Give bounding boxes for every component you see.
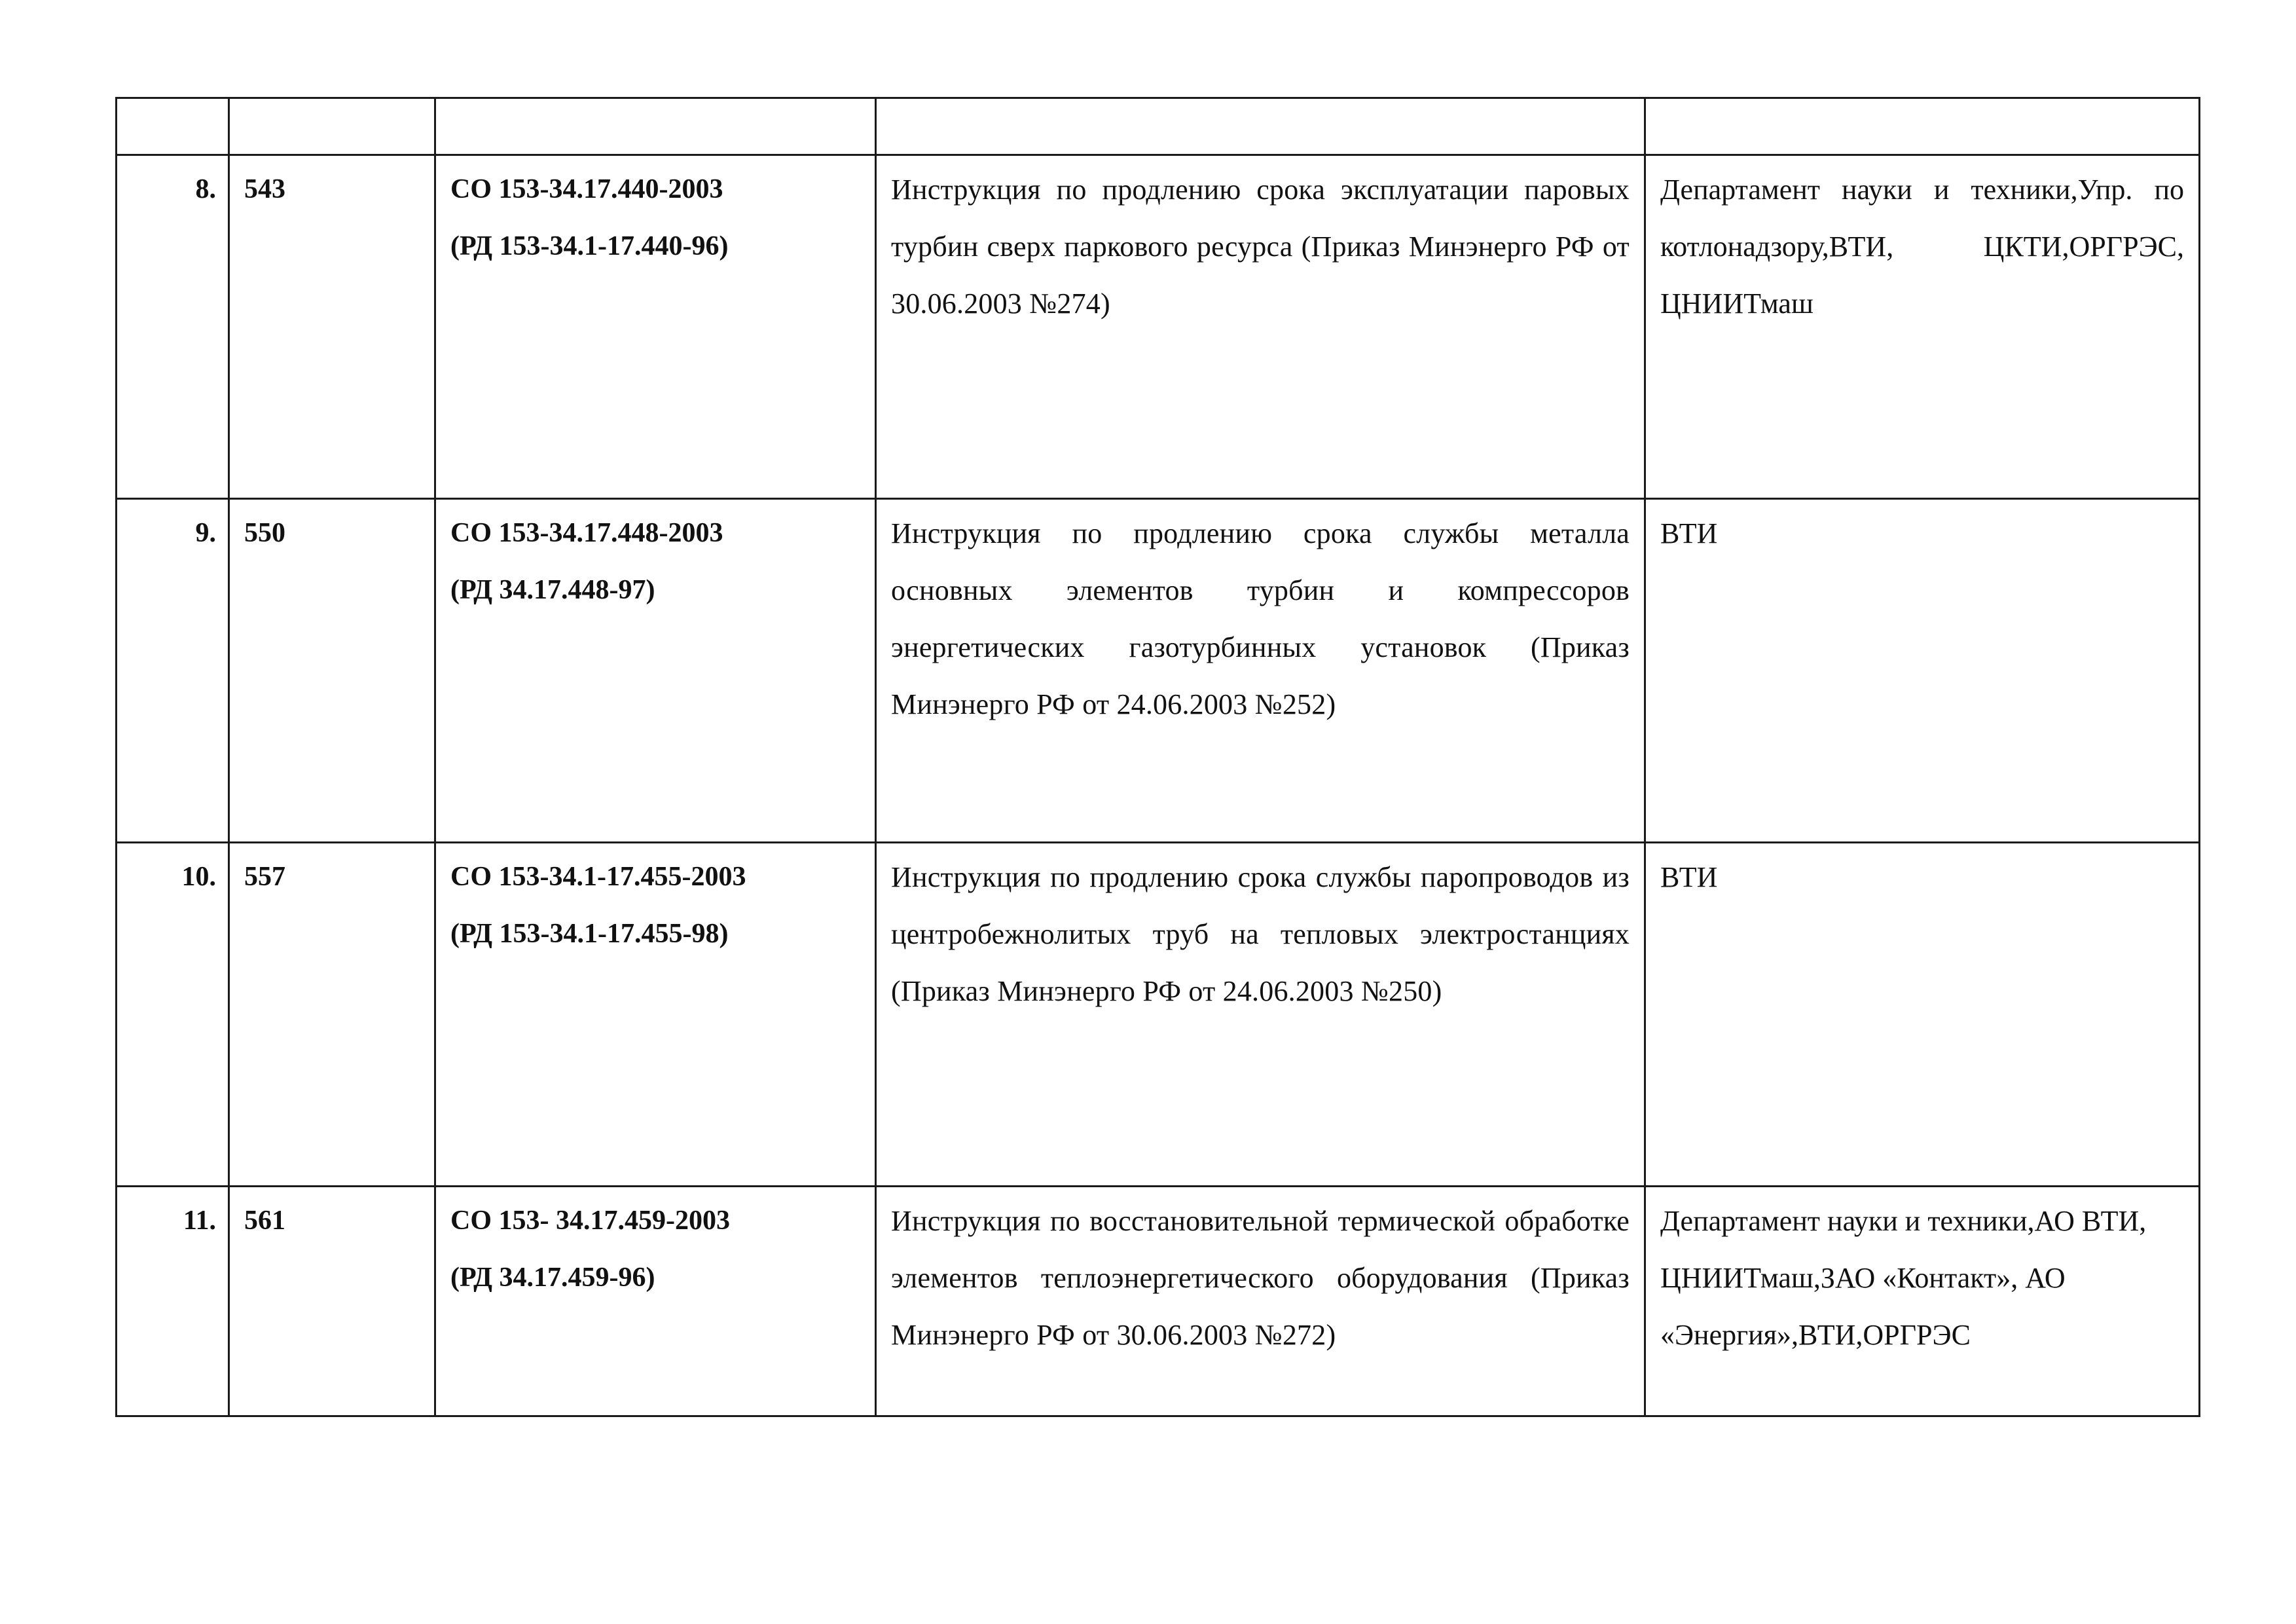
document-title: Инструкция по продлению срока эксплуатации паровых турбин сверх паркового ресурса (Приказ Минэнерго РФ от 30.06.2003 №274) — [876, 155, 1645, 499]
document-code-cell — [435, 1187, 876, 1416]
registry-number: 543 — [229, 155, 435, 499]
row-number: 10. — [117, 843, 229, 1187]
document-code: СО 153-34.1-17.455-2003 — [450, 862, 746, 892]
table-row — [117, 1187, 2200, 1416]
registry-number: 550 — [229, 499, 435, 843]
document-code-previous: (РД 34.17.448-97) — [450, 575, 655, 605]
document-code-cell — [435, 843, 876, 1187]
document-code: СО 153- 34.17.459-2003 — [450, 1206, 730, 1236]
document-registry-table — [115, 97, 2200, 1417]
document-title: Инструкция по продлению срока службы металла основных элементов турбин и компрессоров энергетических газотурбинных установок (Приказ Минэнерго РФ от 24.06.2003 №252) — [876, 499, 1645, 843]
table-header-row-blank — [117, 98, 2200, 155]
document-developer: ВТИ — [1645, 843, 2200, 1187]
document-title: Инструкция по восстановительной термической обработке элементов теплоэнергетического оборудования (Приказ Минэнерго РФ от 30.06.2003 №272) — [876, 1187, 1645, 1416]
registry-number: 557 — [229, 843, 435, 1187]
document-developer: Департамент науки и техники,АО ВТИ, ЦНИИТмаш,ЗАО «Контакт», АО «Энергия»,ВТИ,ОРГРЭС — [1645, 1187, 2200, 1416]
table-row — [117, 499, 2200, 843]
registry-number: 561 — [229, 1187, 435, 1416]
document-code-previous: (РД 153-34.1-17.455-98) — [450, 919, 729, 949]
document-title: Инструкция по продлению срока службы паропроводов из центробежнолитых труб на тепловых электростанциях (Приказ Минэнерго РФ от 24.06.2003 №250) — [876, 843, 1645, 1187]
document-code: СО 153-34.17.440-2003 — [450, 174, 723, 204]
row-number: 11. — [117, 1187, 229, 1416]
document-code: СО 153-34.17.448-2003 — [450, 518, 723, 548]
row-number: 8. — [117, 155, 229, 499]
document-developer: Департамент науки и техники,Упр. по котлонадзору,ВТИ, ЦКТИ,ОРГРЭС, ЦНИИТмаш — [1645, 155, 2200, 499]
header-cell-code — [435, 98, 876, 155]
document-code-cell — [435, 499, 876, 843]
document-code-previous: (РД 34.17.459-96) — [450, 1263, 655, 1293]
header-cell-developer — [1645, 98, 2200, 155]
header-cell-title — [876, 98, 1645, 155]
table-row — [117, 155, 2200, 499]
document-developer: ВТИ — [1645, 499, 2200, 843]
table-row — [117, 843, 2200, 1187]
header-cell-num — [117, 98, 229, 155]
document-code-cell — [435, 155, 876, 499]
row-number: 9. — [117, 499, 229, 843]
document-code-previous: (РД 153-34.1-17.440-96) — [450, 231, 729, 261]
header-cell-reg — [229, 98, 435, 155]
